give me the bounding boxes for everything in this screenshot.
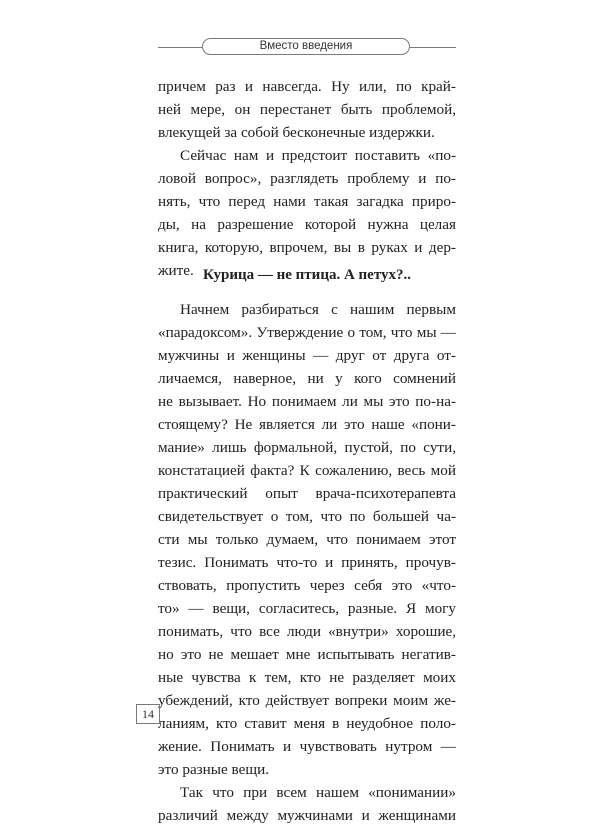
section-heading: Курица — не птица. А петух?.. [202,267,412,283]
text-line: причем раз и навсегда. Ну или, по край- [158,78,456,95]
text-line: тезис. Понимать что-то и принять, прочув- [158,554,456,571]
text-line: жите. [158,262,194,279]
text-line: ствовать, пропустить через себя это «что- [158,577,456,594]
text-line: ловой вопрос», разглядеть проблему и по- [158,170,456,187]
text-line: констатацией факта? К сожалению, весь мой [158,462,456,479]
text-line: ные чувства к тем, кто не разделяет моих [158,669,456,686]
text-line: мание» лишь формальной, пустой, по сути, [158,439,456,456]
text-line: различий между мужчинами и женщинами [158,807,456,824]
page-number: 14 [136,704,160,724]
text-line: личаемся, наверное, ни у кого сомнений [158,370,456,387]
text-line: то» — вещи, согласитесь, разные. Я могу [158,600,456,617]
text-line: сти мы только думаем, что понимаем этот [158,531,456,548]
text-line: Начнем разбираться с нашим первым [180,301,456,318]
text-line: свидетельствует о том, что по большей ча- [158,508,456,525]
text-line: ланиям, кто ставит меня в неудобное поло- [158,715,456,732]
text-line: не вызывает. Но понимаем ли мы это по-на- [158,393,456,410]
paragraph-block-2 [158,298,456,827]
text-line: ды, на разрешение которой нужна целая [158,216,456,233]
paragraph-block-1 [158,75,456,282]
text-line: Так что при всем нашем «понимании» [180,784,456,801]
header-rule-right [410,47,456,48]
text-line: но это не мешает мне испытывать негатив- [158,646,456,663]
text-line: «парадоксом». Утверждение о том, что мы — [158,324,456,341]
text-line: стоящему? Не является ли это наше «пони- [158,416,456,433]
text-line: ней мере, он перестанет быть проблемой, [158,101,456,118]
section-title: Вместо введения [202,38,410,55]
text-line: понимать, что все люди «внутри» хорошие, [158,623,456,640]
text-line: жение. Понимать и чувствовать нутром — [158,738,456,755]
header-rule-left [158,47,202,48]
text-line: влекущей за собой бесконечные издержки. [158,124,435,141]
text-line: убеждений, кто действует вопреки моим же- [158,692,456,709]
text-line: Сейчас нам и предстоит поставить «по- [180,147,456,164]
running-header [158,38,456,56]
text-line: нять, что перед нами такая загадка приро- [158,193,456,210]
text-line: книга, которую, впрочем, вы в руках и дер- [158,239,456,256]
text-line: это разные вещи. [158,761,269,778]
text-line: практический опыт врача-психотерапевта [158,485,456,502]
text-line: мужчины и женщины — друг от друга от- [158,347,456,364]
